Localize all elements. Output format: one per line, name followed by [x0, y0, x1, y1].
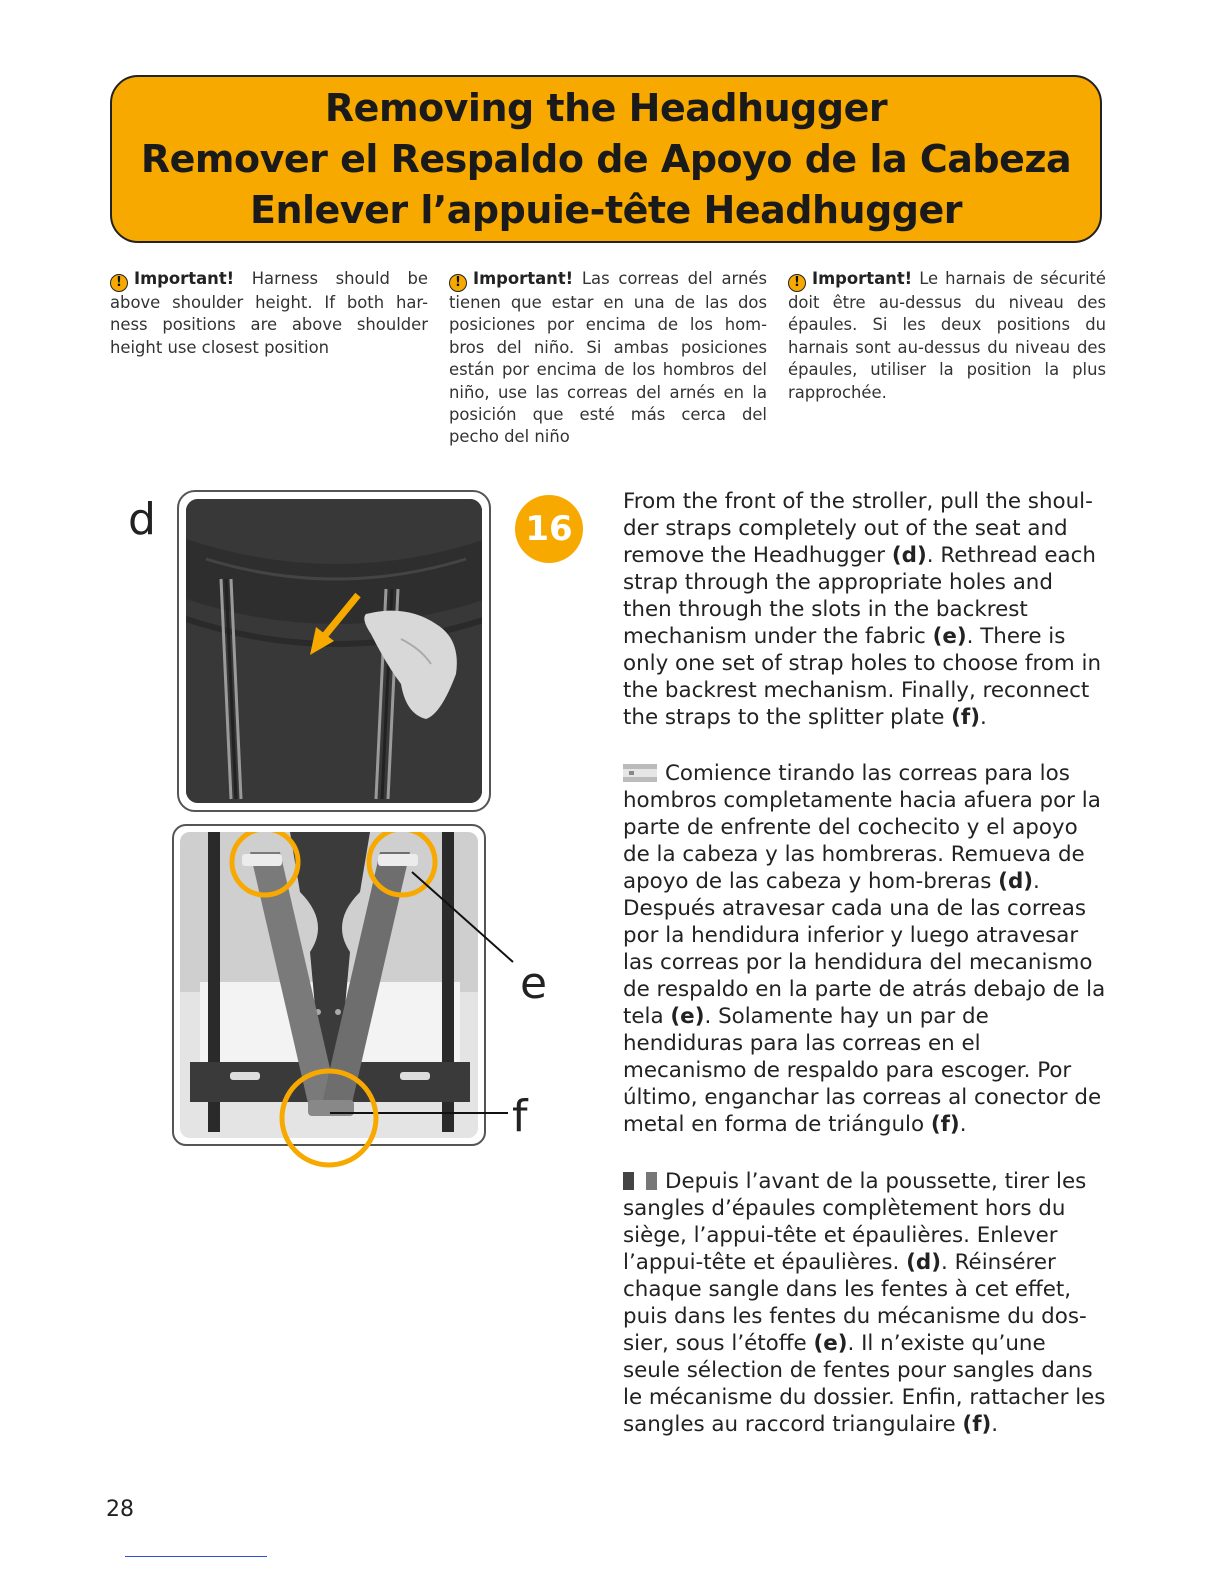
warning-icon: ! [788, 274, 806, 292]
important-label: Important! [473, 269, 574, 288]
instructions-french [623, 1168, 1108, 1438]
footer-link-underline [125, 1556, 267, 1557]
figure-label-f: f [512, 1091, 528, 1142]
france-flag-icon [623, 1172, 657, 1190]
instructions-english [623, 488, 1108, 731]
important-label: Important! [812, 269, 913, 288]
reference-f: (f) [930, 1112, 960, 1137]
reference-f: (f) [962, 1412, 992, 1437]
instruction-text: . [959, 1112, 967, 1137]
instruction-text: . Solamente hay un par de hendiduras para las correas en el mecanismo de respaldo para escoger. Por último, enganchar las correas al conector de metal en forma de triángulo [623, 1004, 1102, 1137]
instruction-text: . [980, 705, 987, 730]
instructions-spanish [623, 760, 1108, 1138]
reference-d: (d) [998, 869, 1034, 894]
instruction-text: . Il n’existe qu’une seule sélection de fentes pour sangles dans le mécanisme du dossier. Enfin, rattacher les sangles au raccord triangulaire [623, 1331, 1106, 1437]
instruction-text: . Rethread each strap through the appropriate holes and then through the slots in the backrest mechanism under the fabric [623, 543, 1096, 649]
reference-e: (e) [670, 1004, 705, 1029]
title-spanish: Remover el Respaldo de Apoyo de la Cabeza [140, 136, 1072, 181]
reference-e: (e) [813, 1331, 848, 1356]
warning-icon: ! [449, 274, 467, 292]
instruction-text: From the front of the stroller, pull the shoul-der straps completely out of the seat and remove the Headhugger [623, 489, 1093, 568]
instruction-text: Comience tirando las correas para los hombros completamente hacia afuera por la parte de enfrente del cochecito y el apoyo de la cabeza y las hombreras. Remueva de apoyo de las cabeza y hom-breras [623, 761, 1101, 894]
important-text: Las correas del arnés tienen que estar en una de las dos posiciones por encima de los hom-bros del niño. Si ambas posiciones están por encima de los hombros del niño, use las correas del arnés en la posición que esté más cerca del pecho del niño [449, 269, 767, 447]
step-number-badge: 16 [515, 495, 583, 563]
spain-flag-icon [623, 764, 657, 782]
page-number: 28 [106, 1497, 134, 1522]
instruction-text: . [991, 1412, 999, 1437]
important-label: Important! [134, 269, 235, 288]
figure-label-e: e [520, 958, 548, 1009]
title-english: Removing the Headhugger [324, 85, 888, 130]
instruction-text: . Réinsérer chaque sangle dans les fentes à cet effet, puis dans les fentes du mécanisme du dos-sier, sous l’étoffe [623, 1250, 1087, 1356]
reference-f: (f) [951, 705, 981, 730]
title-french: Enlever l’appuie-tête Headhugger [250, 187, 962, 232]
instruction-text: . Después atravesar cada una de las correas por la hendidura inferior y luego atravesar las correas por la hendidura del mecanismo de respaldo en la parte de atrás debajo de la tela [623, 869, 1106, 1029]
important-text: Le harnais de sécurité doit être au-dessus du niveau des épaules. Si les deux positions du harnais sont au-dessus du niveau des épaules, utiliser la position la plus rapprochée. [788, 269, 1107, 402]
warning-icon: ! [110, 274, 128, 292]
reference-e: (e) [932, 624, 967, 649]
figure-label-d: d [128, 494, 156, 545]
instruction-text: . There is only one set of strap holes to choose from in the backrest mechanism. Finally, reconnect the straps to the splitter plate [623, 624, 1102, 730]
important-text: Harness should be above shoulder height. If both har-ness positions are above shoulder height use closest position [110, 269, 428, 357]
highlight-circle-splitter-plate [282, 1071, 376, 1165]
leader-line-e [412, 872, 513, 962]
reference-d: (d) [906, 1250, 942, 1275]
instruction-text: Depuis l’avant de la poussette, tirer les sangles d’épaules complètement hors du siège, l’appui-tête et épaulières. Enlever l’appui-tête et épaulières. [623, 1169, 1087, 1275]
reference-d: (d) [891, 543, 927, 568]
